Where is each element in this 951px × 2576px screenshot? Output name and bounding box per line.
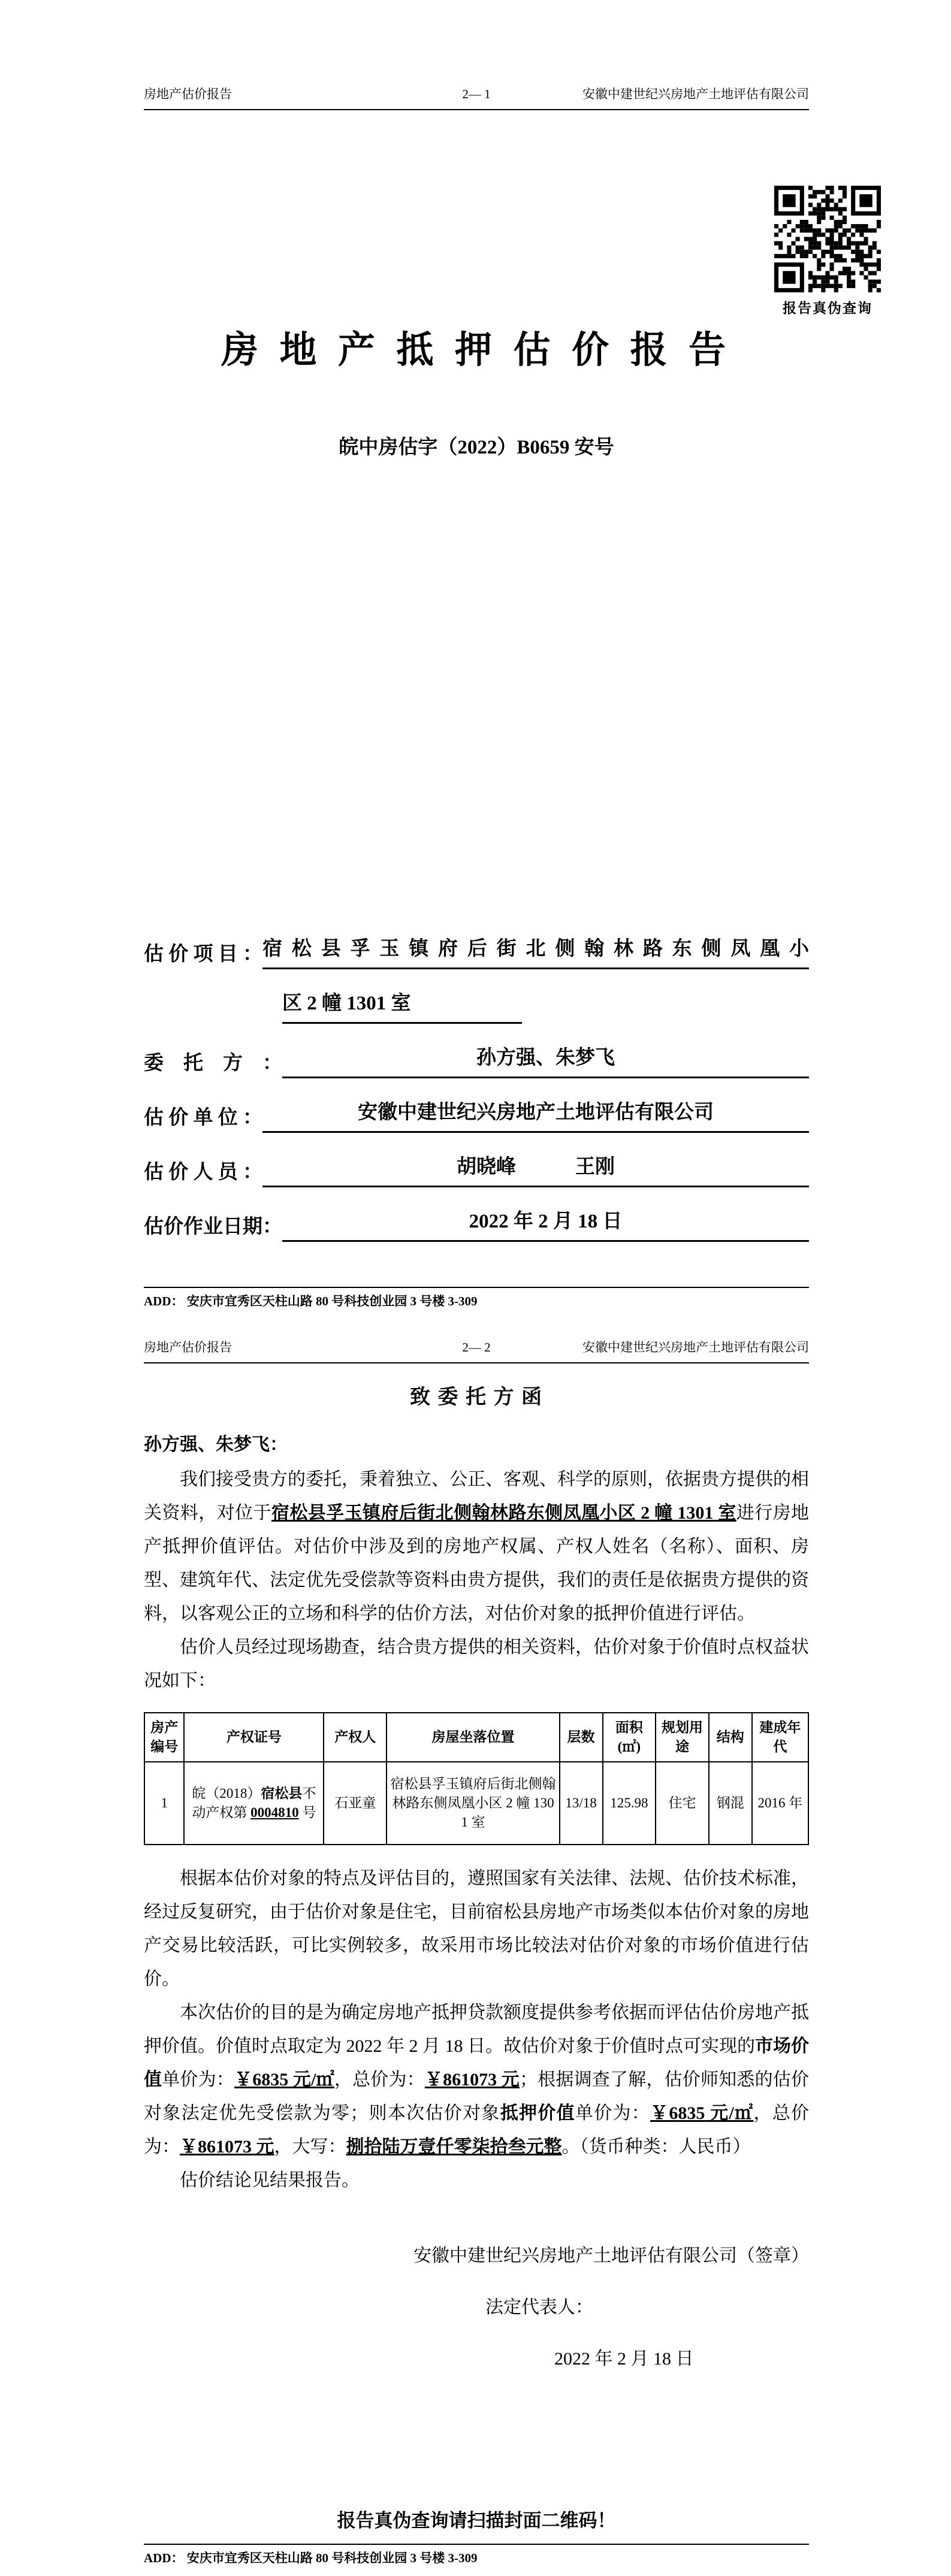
cell-year: 2016 年 (752, 1762, 808, 1845)
field-label-project: 估 价 项 目 ： (144, 944, 262, 965)
field-row-client (144, 1044, 809, 1078)
field-row-agency (144, 1098, 809, 1133)
paragraph-valuation: 本次估价的目的是为确定房地产抵押贷款额度提供参考依据而评估估价房地产抵押价值。价值时点取定为 2022 年 2 月 18 日。故估价对象于价值时点可实现的市场价值单价为：￥6835 元/㎡，总价为：￥861073 元；根据调查了解，估价师知悉的估价对象法定优先受偿款为零；则本次估价对象抵押价值单价为：￥6835 元/㎡，总价为：￥861073 元，大写：捌拾陆万壹仟零柒拾叁元整。（货币种类：人民币） (144, 2003, 810, 2157)
report-number: 皖中房估字（2022）B0659 安号 (339, 437, 614, 458)
table-row (144, 1762, 808, 1845)
page-header (144, 86, 809, 110)
signature-legal-rep: 法定代表人： (485, 2297, 593, 2317)
header-page-number: 2— 1 (462, 87, 491, 101)
field-row-project-line2 (144, 989, 809, 1024)
paragraph-method: 根据本估价对象的特点及评估目的，遵照国家有关法律、法规、估价技术标准，经过反复研究，由于估价对象是住宅，目前宿松县房地产市场类似本估价对象的房地产交易比较活跃，可比实例较多，故采用市场比较法对估价对象的市场价值进行估价。 (144, 1868, 809, 1989)
header-doc-title: 房地产估价报告 (144, 87, 232, 101)
header-page-number: 2— 2 (462, 1340, 491, 1354)
field-row-project (144, 935, 809, 969)
field-label-client: 委 托 方 ： (144, 1053, 282, 1074)
qr-block (774, 186, 881, 317)
field-value-project-line2: 区 2 幢 1301 室 (282, 989, 522, 1024)
qr-caption: 报告真伪查询 (783, 301, 872, 316)
header-company-name: 安徽中建世纪兴房地产土地评估有限公司 (582, 87, 809, 101)
header-company-name: 安徽中建世纪兴房地产土地评估有限公司 (582, 1340, 809, 1354)
page-footer (144, 2544, 809, 2566)
footer-address: ADD： 安庆市宜秀区天柱山路 80 号科技创业园 3 号楼 3-309 (144, 1294, 478, 1308)
signature-company: 安徽中建世纪兴房地产土地评估有限公司（签章） (413, 2246, 809, 2266)
column-header-use: 规划用途 (656, 1713, 709, 1762)
header-doc-title: 房地产估价报告 (144, 1340, 232, 1354)
paragraph-intro: 我们接受贵方的委托，秉着独立、公正、客观、科学的原则，依据贵方提供的相关资料，对位于宿松县孚玉镇府后街北侧翰林路东侧凤凰小区 2 幢 1301 室进行房地产抵押价值评估。对估价中涉及到的房地产权属、产权人姓名（名称）、面积、房型、建筑年代、法定优先受偿款等资料由贵方提供，我们的责任是依据贵方提供的资料，以客观公正的立场和科学的估价方法，对估价对象的抵押价值进行评估。 (144, 1470, 810, 1623)
cell-structure: 钢混 (709, 1762, 752, 1845)
letter-title: 致 委 托 方 函 (410, 1386, 543, 1408)
cell-cert: 皖（2018）宿松县不动产权第 0004810 号 (184, 1762, 324, 1845)
column-header-structure: 结构 (709, 1713, 752, 1762)
column-header-owner: 产权人 (324, 1713, 387, 1762)
table-header-row (144, 1713, 808, 1762)
column-header-cert: 产权证号 (184, 1713, 324, 1762)
column-header-floors: 层数 (560, 1713, 603, 1762)
verification-notice: 报告真伪查询请扫描封面二维码！ (337, 2510, 616, 2531)
field-value-agency: 安徽中建世纪兴房地产土地评估有限公司 (262, 1098, 809, 1133)
field-row-date (144, 1207, 809, 1242)
field-label-date: 估价作业日期： (144, 1216, 282, 1238)
column-header-area: 面积(㎡) (603, 1713, 656, 1762)
field-value-appraisers: 胡晓峰 王刚 (262, 1153, 809, 1187)
cell-owner: 石亚童 (324, 1762, 387, 1845)
cell-id: 1 (144, 1762, 184, 1845)
column-header-year: 建成年代 (752, 1713, 808, 1762)
page-footer (144, 1287, 809, 1309)
report-title: 房 地 产 抵 押 估 价 报 告 (221, 330, 732, 371)
paragraph-conclusion: 估价结论见结果报告。 (180, 2170, 360, 2190)
field-row-appraisers (144, 1153, 809, 1187)
cell-floors: 13/18 (560, 1762, 603, 1845)
cell-use: 住宅 (656, 1762, 709, 1845)
cover-fields (144, 935, 809, 1262)
page-header (144, 1340, 809, 1363)
cell-location: 宿松县孚玉镇府后街北侧翰林路东侧凤凰小区 2 幢 1301 室 (387, 1762, 559, 1845)
field-value-client: 孙方强、朱梦飞 (282, 1044, 809, 1078)
field-value-date: 2022 年 2 月 18 日 (282, 1207, 809, 1242)
field-label-agency: 估 价 单 位 ： (144, 1107, 262, 1129)
cell-area: 125.98 (603, 1762, 656, 1845)
letter-body (144, 1383, 809, 2394)
footer-address: ADD： 安庆市宜秀区天柱山路 80 号科技创业园 3 号楼 3-309 (144, 2551, 478, 2565)
salutation: 孙方强、朱梦飞： (144, 1435, 288, 1455)
column-header-location: 房屋坐落位置 (387, 1713, 559, 1762)
property-table (144, 1712, 809, 1845)
signature-block (413, 2239, 809, 2376)
field-label-appraisers: 估 价 人 员 ： (144, 1162, 262, 1183)
signature-date: 2022 年 2 月 18 日 (554, 2349, 694, 2369)
qr-code-icon (774, 186, 881, 292)
paragraph-survey: 估价人员经过现场勘查，结合贵方提供的相关资料，估价对象于价值时点权益状况如下： (144, 1637, 809, 1691)
column-header-id: 房产编号 (144, 1713, 184, 1762)
field-value-project: 宿松县孚玉镇府后街北侧翰林路东侧凤凰小 (262, 935, 809, 969)
